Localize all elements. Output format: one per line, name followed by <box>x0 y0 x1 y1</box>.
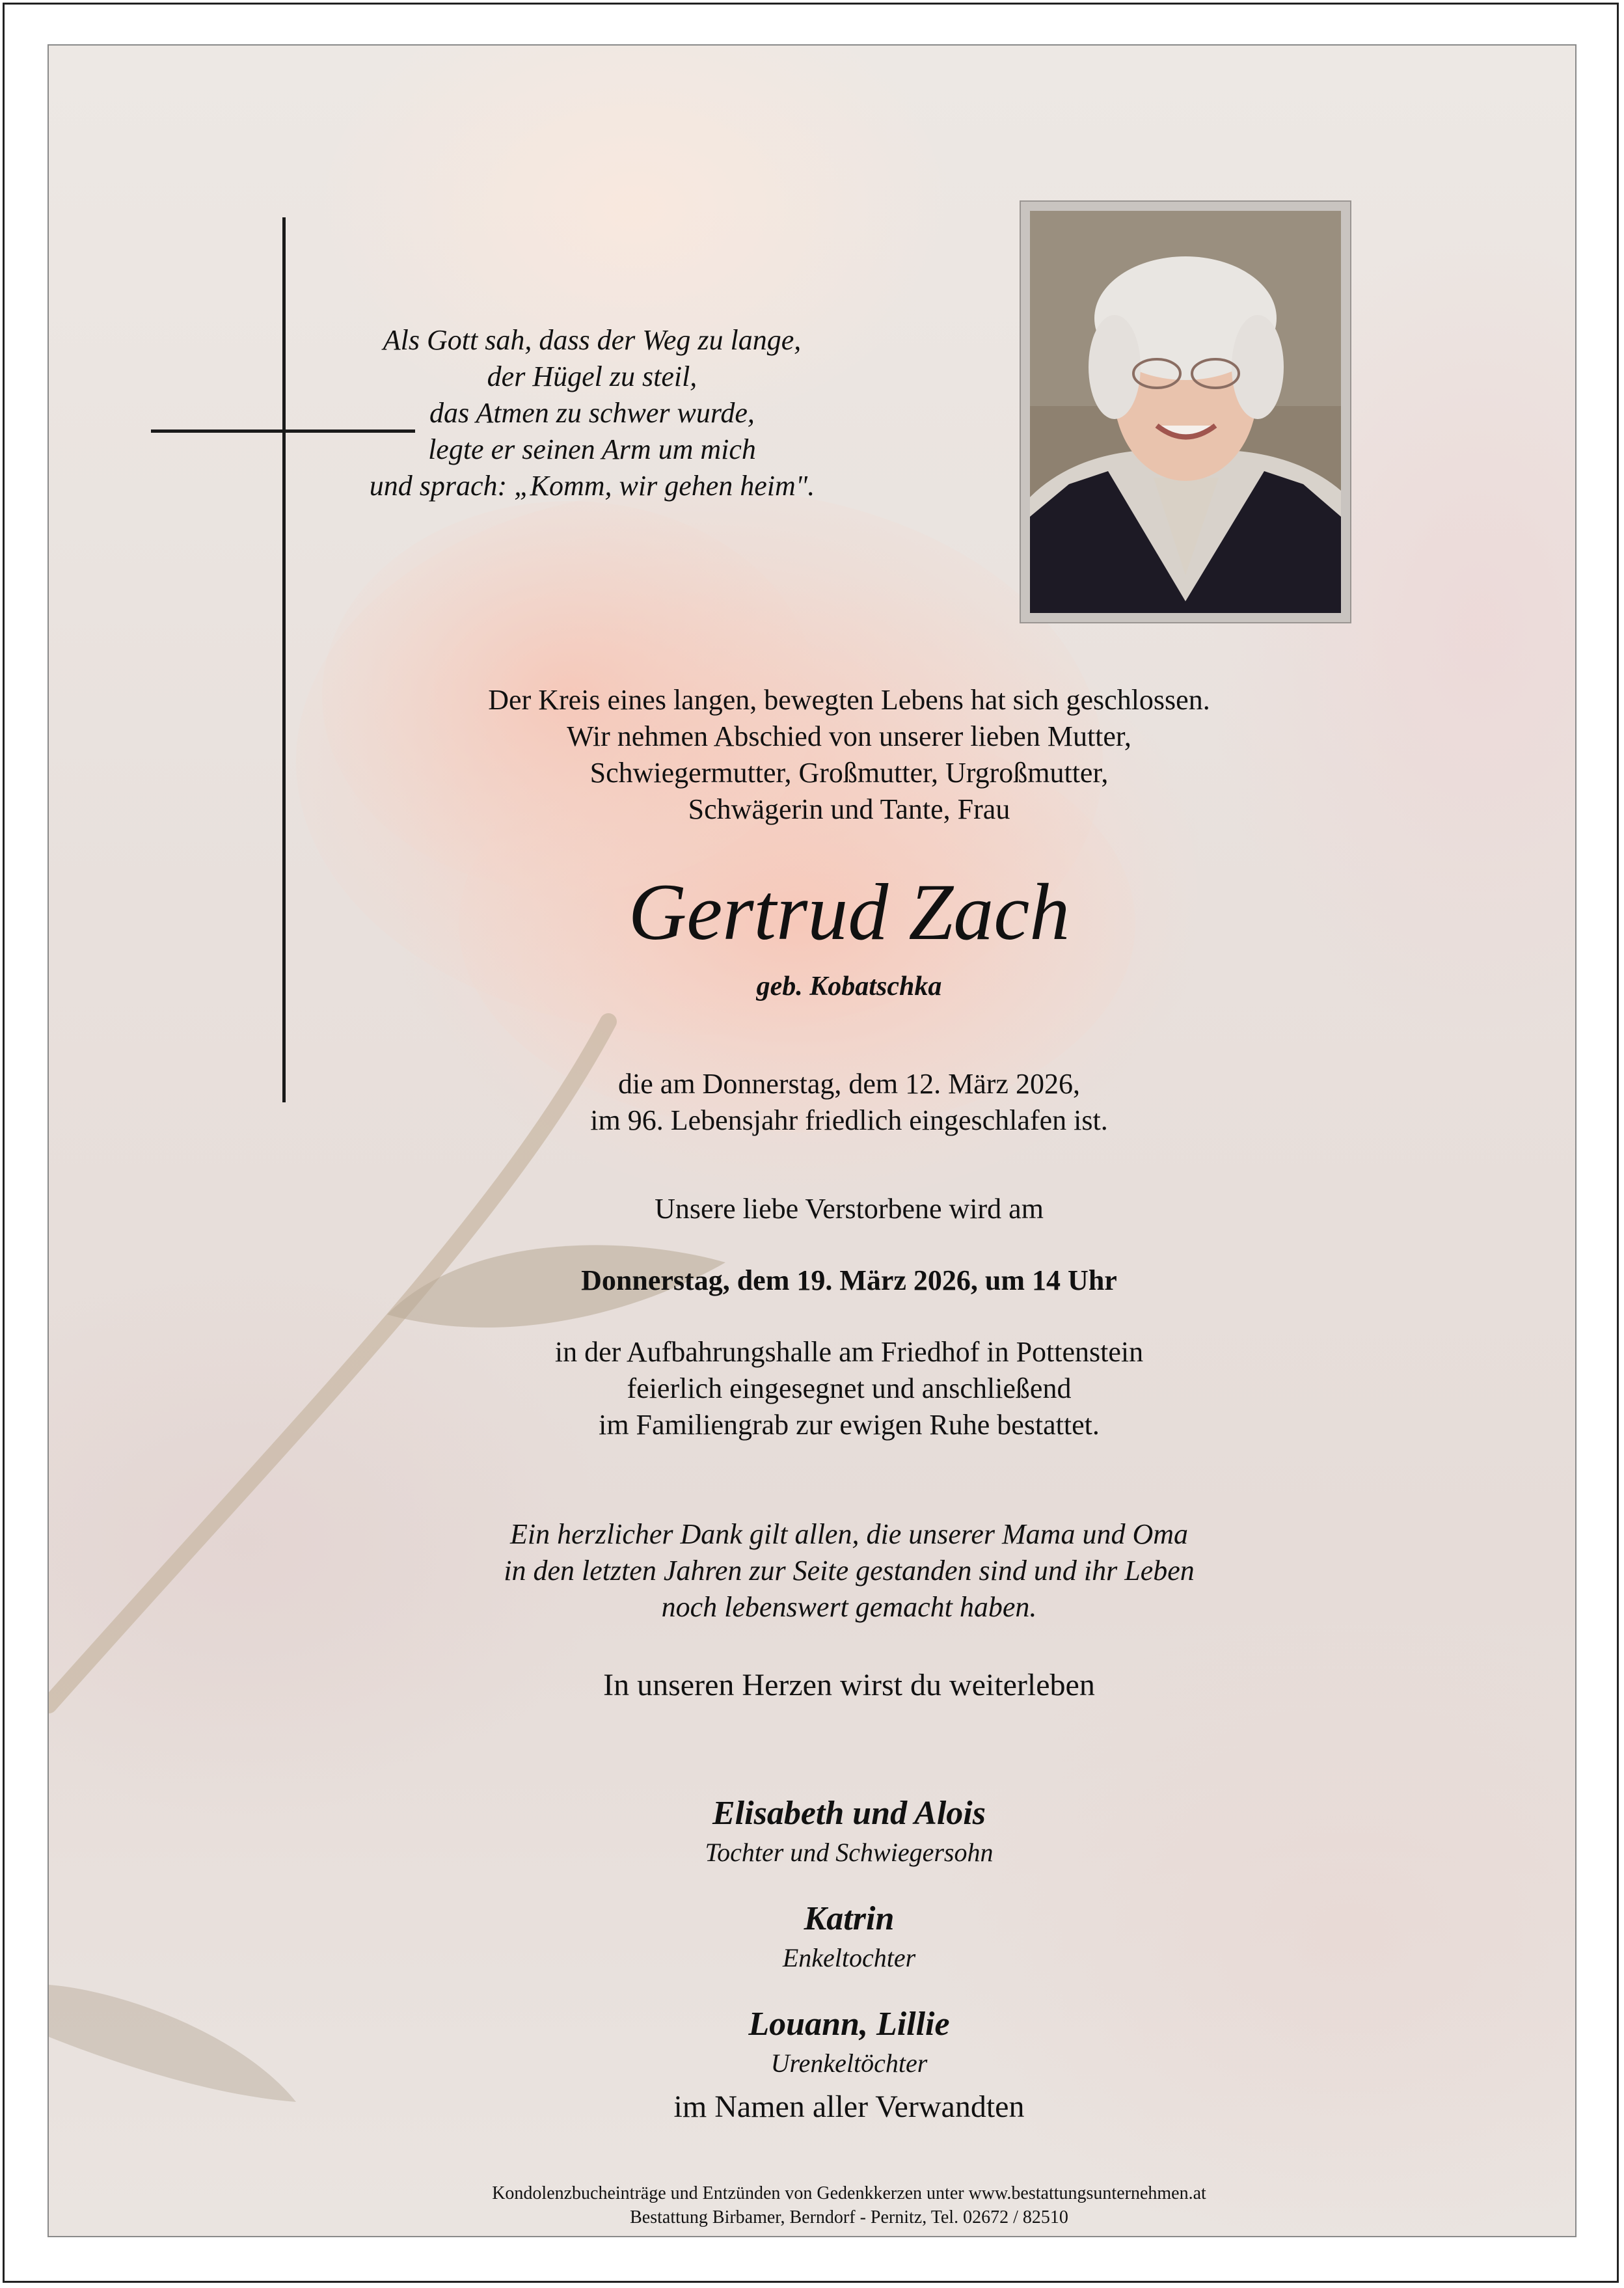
intro-text: Der Kreis eines langen, bewegten Lebens hat sich geschlossen. Wir nehmen Abschied von unserer lieben Mutter, Schwiegermutter, Großmutter, Urgroßmutter, Schwägerin und Tante, Frau <box>488 684 1210 825</box>
deceased-name: Gertrud Zach <box>628 867 1070 957</box>
funeral-place: in der Aufbahrungshalle am Friedhof in Pottenstein feierlich eingesegnet und anschließend im Familiengrab zur ewigen Ruhe bestattet. <box>554 1336 1144 1441</box>
thanks-text: Ein herzlicher Dank gilt allen, die unserer Mama und Oma in den letzten Jahren zur Seite gestanden sind und ihr Leben noch lebenswert gemacht haben. <box>504 1518 1195 1623</box>
mourner-relation: Urenkeltöchter <box>770 2049 928 2078</box>
maiden-name: geb. Kobatschka <box>756 972 942 1001</box>
footer-contact: Bestattung Birbamer, Berndorf - Pernitz, Tel. 02672 / 82510 <box>630 2207 1068 2227</box>
behalf-line: im Namen aller Verwandten <box>673 2090 1025 2124</box>
portrait-photo <box>1030 211 1341 613</box>
mourner-relation: Tochter und Schwiegersohn <box>705 1838 994 1867</box>
parte-card <box>47 44 1577 2237</box>
funeral-intro: Unsere liebe Verstorbene wird am <box>655 1193 1044 1225</box>
mourner-name: Louann, Lillie <box>748 2006 950 2043</box>
death-notice: die am Donnerstag, dem 12. März 2026, im 96. Lebensjahr friedlich eingeschlafen ist. <box>590 1068 1108 1136</box>
mourner-relation: Enkeltochter <box>782 1943 916 1972</box>
closing-line: In unseren Herzen wirst du weiterleben <box>603 1668 1095 1702</box>
funeral-date: Donnerstag, dem 19. März 2026, um 14 Uhr <box>581 1264 1117 1296</box>
portrait-frame <box>1020 200 1351 623</box>
mourner-name: Katrin <box>804 1900 895 1937</box>
cross-vertical <box>282 217 286 1102</box>
memorial-poem: Als Gott sah, dass der Weg zu lange, der Hügel zu steil, das Atmen zu schwer wurde, legte er seinen Arm um mich und sprach: „Komm, wir gehen heim". <box>369 324 815 502</box>
mourner-name: Elisabeth und Alois <box>712 1795 986 1832</box>
footer-condolence: Kondolenzbucheinträge und Entzünden von Gedenkkerzen unter www.bestattungsunternehmen.at <box>492 2183 1206 2203</box>
